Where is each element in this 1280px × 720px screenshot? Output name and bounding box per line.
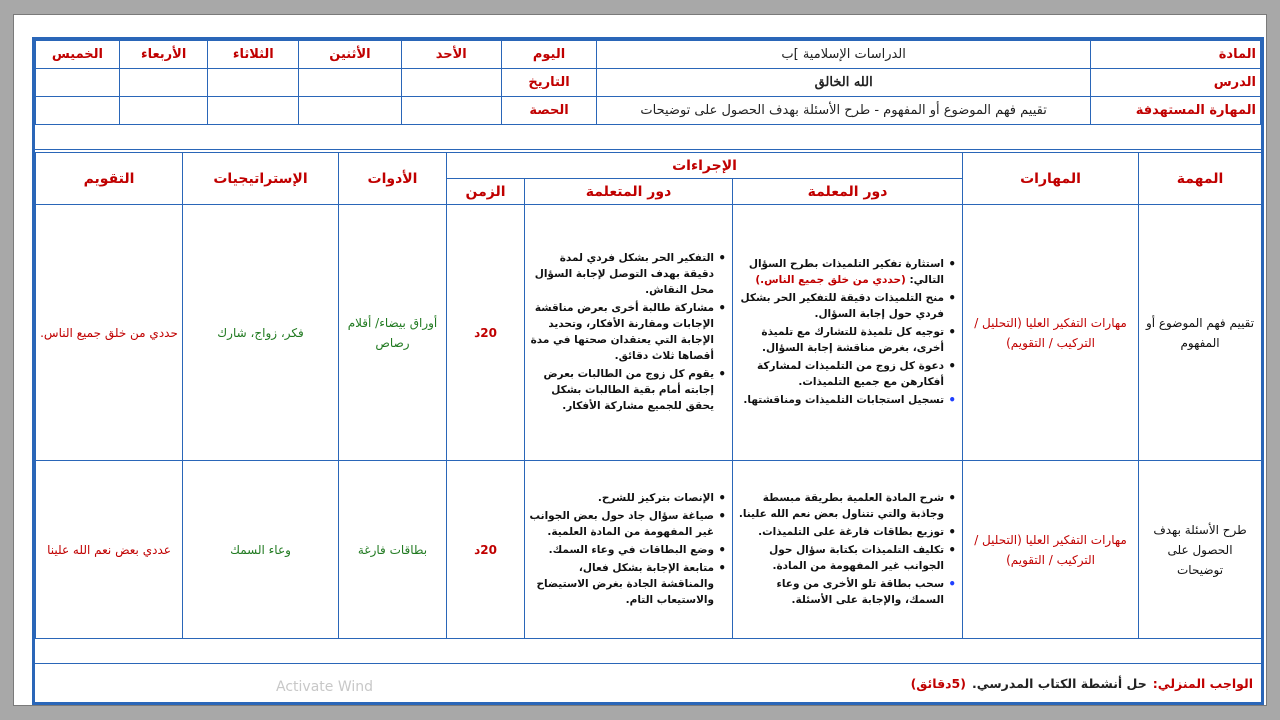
spacer-row	[35, 125, 1261, 150]
list-item: • سحب بطاقة تلو الأخرى من وعاء السمك، والإجابة على الأسئلة.	[737, 576, 944, 608]
document-page	[13, 14, 1267, 706]
homework-row	[35, 664, 1261, 702]
day-tuesday: الثلاثاء	[208, 41, 299, 69]
table-row	[36, 205, 1262, 461]
date-label: التاريخ	[501, 69, 596, 97]
list-item: • صياغة سؤال جاد حول بعض الجوانب غير المفهومة من المادة العلمية.	[529, 508, 714, 540]
activation-watermark: Activate Wind	[276, 679, 374, 695]
student-role-cell	[525, 461, 733, 639]
header-procedures: الإجراءات	[447, 153, 963, 179]
period-cell	[401, 97, 501, 125]
list-item: • مشاركة طالبة أخرى بعرض مناقشة الإجابات ومقارنة الأفكار، وتحديد الإجابة التي يعتقدان صحتها في مدة أقصاها ثلاث دقائق.	[529, 300, 714, 364]
homework-text: حل أنشطة الكتاب المدرسي.	[971, 675, 1147, 691]
tools-cell: أوراق بيضاء/ أقلام رصاص	[339, 205, 447, 461]
strategy-cell: وعاء السمك	[183, 461, 339, 639]
period-cell	[208, 97, 299, 125]
header-table	[35, 40, 1261, 125]
list-item: • تسجيل استجابات التلميذات ومناقشتها.	[737, 392, 944, 408]
teacher-role-cell	[733, 461, 963, 639]
list-item: • منح التلميذات دقيقة للتفكير الحر بشكل فردي حول إجابة السؤال.	[737, 290, 944, 322]
homework-duration: (5دقائق)	[910, 675, 966, 691]
list-item: • دعوة كل زوج من التلميذات لمشاركة أفكارهن مع جميع التلميذات.	[737, 358, 944, 390]
day-wednesday: الأربعاء	[119, 41, 207, 69]
list-item: • يقوم كل زوج من الطالبات بعرض إجابته أمام بقية الطالبات بشكل يحقق للجميع مشاركة الأفكار.	[529, 366, 714, 414]
teacher-role-cell	[733, 205, 963, 461]
date-cell	[119, 69, 207, 97]
time-cell: 20د	[447, 461, 525, 639]
list-item: • التفكير الحر بشكل فردي لمدة دقيقة بهدف التوصل لإجابة السؤال محل النقاش.	[529, 250, 714, 298]
subject-label: المادة	[1091, 41, 1261, 69]
period-label: الحصة	[501, 97, 596, 125]
student-role-cell	[525, 205, 733, 461]
day-label: اليوم	[501, 41, 596, 69]
strategy-cell: فكر، زواج، شارك	[183, 205, 339, 461]
time-cell: 20د	[447, 205, 525, 461]
task-cell: طرح الأسئلة بهدف الحصول على توضيحات	[1139, 461, 1262, 639]
skill-label: المهارة المستهدفة	[1091, 97, 1261, 125]
period-cell	[119, 97, 207, 125]
header-strategies: الإستراتيجيات	[183, 153, 339, 205]
highlight-question: (حددي من خلق جميع الناس.)	[755, 273, 906, 286]
date-cell	[299, 69, 401, 97]
day-thursday: الخميس	[36, 41, 120, 69]
lesson-plan-frame	[32, 37, 1264, 705]
list-item: • توجيه كل تلميذة للتشارك مع تلميذة أخرى، بغرض مناقشة إجابة السؤال.	[737, 324, 944, 356]
assessment-cell: عددي بعض نعم الله علينا	[36, 461, 183, 639]
lesson-label: الدرس	[1091, 69, 1261, 97]
day-sunday: الأحد	[401, 41, 501, 69]
list-item: • استثارة تفكير التلميذات بطرح السؤال التالي: (حددي من خلق جميع الناس.)	[737, 256, 944, 288]
period-cell	[36, 97, 120, 125]
header-skills: المهارات	[963, 153, 1139, 205]
assessment-cell: حددي من خلق جميع الناس.	[36, 205, 183, 461]
list-item: • وضع البطاقات في وعاء السمك.	[529, 542, 714, 558]
skill-value: تقييم فهم الموضوع أو المفهوم - طرح الأسئلة بهدف الحصول على توضيحات	[597, 97, 1091, 125]
list-item: • توزيع بطاقات فارغة على التلميذات.	[737, 524, 944, 540]
date-cell	[208, 69, 299, 97]
period-cell	[299, 97, 401, 125]
spacer-row	[35, 640, 1261, 664]
header-teacher-role: دور المعلمة	[733, 179, 963, 205]
list-item: • الإنصات بتركيز للشرح.	[529, 490, 714, 506]
skills-cell: مهارات التفكير العليا (التحليل / التركيب / التقويم)	[963, 205, 1139, 461]
tools-cell: بطاقات فارغة	[339, 461, 447, 639]
lesson-value: الله الخالق	[597, 69, 1091, 97]
header-task: المهمة	[1139, 153, 1262, 205]
subject-value: الدراسات الإسلامية ]ب	[597, 41, 1091, 69]
date-cell	[36, 69, 120, 97]
task-cell: تقييم فهم الموضوع أو المفهوم	[1139, 205, 1262, 461]
list-item: • شرح المادة العلمية بطريقة مبسطة وجاذبة والتي تتناول بعض نعم الله علينا.	[737, 490, 944, 522]
header-assessment: التقويم	[36, 153, 183, 205]
list-item: • متابعة الإجابة بشكل فعال، والمناقشة الجادة بغرض الاستيضاح والاستيعاب التام.	[529, 560, 714, 608]
procedures-table	[35, 152, 1262, 639]
homework-label: الواجب المنزلي:	[1152, 675, 1253, 691]
date-cell	[401, 69, 501, 97]
day-monday: الأثنين	[299, 41, 401, 69]
table-row	[36, 461, 1262, 639]
header-student-role: دور المتعلمة	[525, 179, 733, 205]
list-item: • تكليف التلميذات بكتابة سؤال حول الجوانب غير المفهومة من المادة.	[737, 542, 944, 574]
skills-cell: مهارات التفكير العليا (التحليل / التركيب / التقويم)	[963, 461, 1139, 639]
header-tools: الأدوات	[339, 153, 447, 205]
header-time: الزمن	[447, 179, 525, 205]
